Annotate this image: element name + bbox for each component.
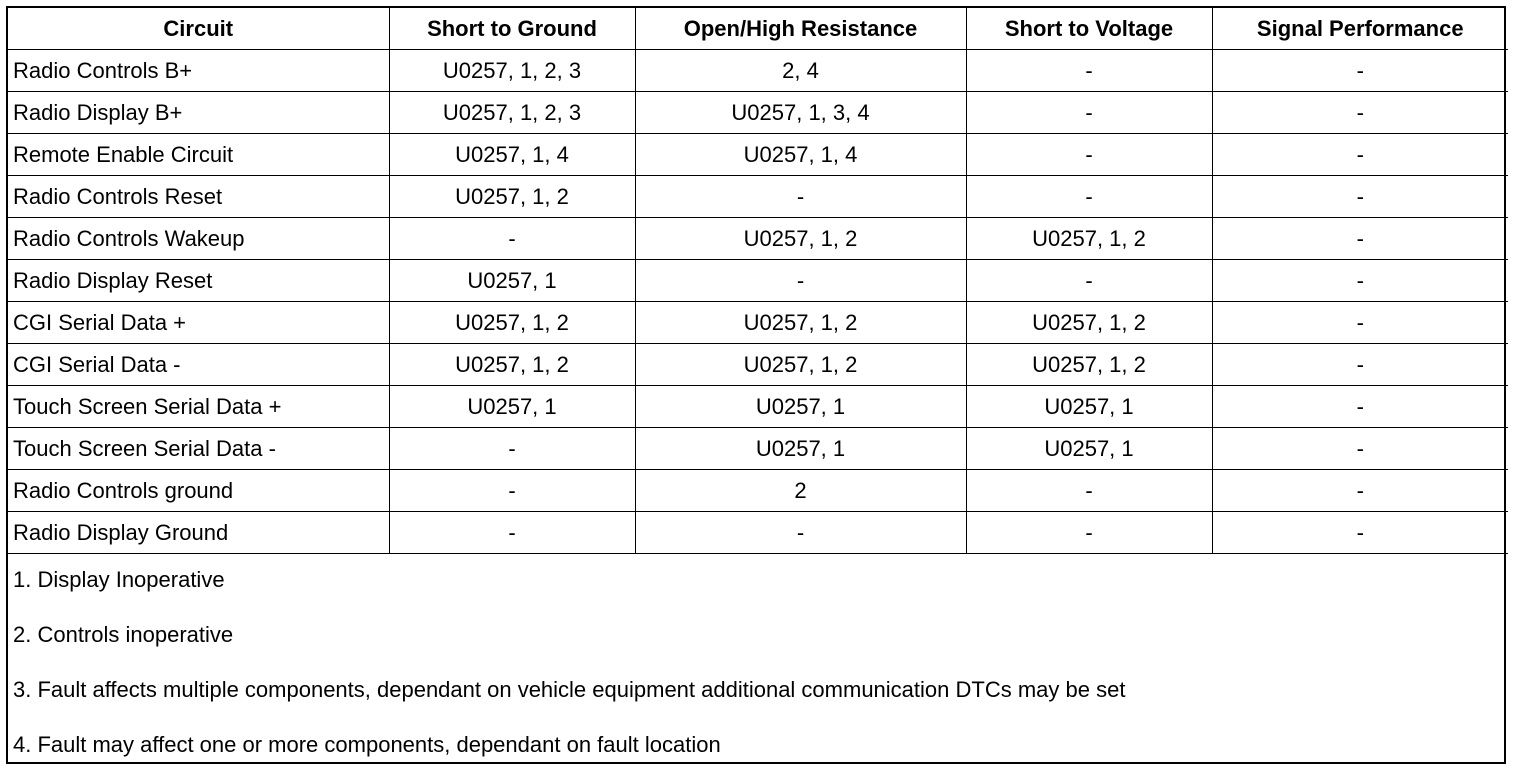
signal-performance-cell: - [1212, 218, 1508, 260]
signal-performance-cell: - [1212, 134, 1508, 176]
circuit-cell: Radio Display Reset [8, 260, 389, 302]
table-row [8, 386, 1508, 428]
signal-performance-cell: - [1212, 92, 1508, 134]
short-to-voltage-cell: - [966, 260, 1212, 302]
short-to-voltage-cell: U0257, 1 [966, 428, 1212, 470]
short-to-ground-cell: U0257, 1, 2 [389, 302, 635, 344]
circuit-cell: Radio Controls B+ [8, 50, 389, 92]
table-row [8, 428, 1508, 470]
table-row [8, 344, 1508, 386]
short-to-ground-cell: U0257, 1 [389, 386, 635, 428]
circuit-cell: Remote Enable Circuit [8, 134, 389, 176]
short-to-ground-cell: U0257, 1, 4 [389, 134, 635, 176]
open-high-resistance-cell: 2, 4 [635, 50, 966, 92]
signal-performance-cell: - [1212, 176, 1508, 218]
short-to-ground-cell: U0257, 1, 2 [389, 344, 635, 386]
circuit-fault-table [8, 8, 1508, 554]
table-row [8, 302, 1508, 344]
short-to-ground-cell: - [389, 428, 635, 470]
table-row [8, 134, 1508, 176]
open-high-resistance-cell: U0257, 1, 2 [635, 302, 966, 344]
short-to-ground-cell: U0257, 1, 2 [389, 176, 635, 218]
signal-performance-cell: - [1212, 344, 1508, 386]
table-row [8, 218, 1508, 260]
circuit-cell: Radio Display B+ [8, 92, 389, 134]
diagnostic-table-frame [6, 6, 1506, 764]
header-signal-performance: Signal Performance [1212, 8, 1508, 50]
short-to-voltage-cell: U0257, 1, 2 [966, 302, 1212, 344]
open-high-resistance-cell: U0257, 1, 2 [635, 344, 966, 386]
short-to-ground-cell: - [389, 470, 635, 512]
open-high-resistance-cell: U0257, 1, 2 [635, 218, 966, 260]
short-to-ground-cell: U0257, 1 [389, 260, 635, 302]
circuit-cell: Radio Controls ground [8, 470, 389, 512]
open-high-resistance-cell: U0257, 1, 3, 4 [635, 92, 966, 134]
signal-performance-cell: - [1212, 302, 1508, 344]
signal-performance-cell: - [1212, 512, 1508, 554]
header-circuit: Circuit [8, 8, 389, 50]
open-high-resistance-cell: U0257, 1, 4 [635, 134, 966, 176]
circuit-cell: Radio Controls Wakeup [8, 218, 389, 260]
footnote-2: 2. Controls inoperative [13, 622, 234, 647]
circuit-cell: Radio Controls Reset [8, 176, 389, 218]
circuit-cell: Touch Screen Serial Data - [8, 428, 389, 470]
short-to-voltage-cell: - [966, 470, 1212, 512]
signal-performance-cell: - [1212, 50, 1508, 92]
footnotes [8, 558, 1504, 762]
circuit-cell: CGI Serial Data - [8, 344, 389, 386]
table-row [8, 92, 1508, 134]
short-to-ground-cell: - [389, 512, 635, 554]
footnote-3: 3. Fault affects multiple components, dependant on vehicle equipment additional communication DTCs may be set [13, 677, 1126, 702]
signal-performance-cell: - [1212, 386, 1508, 428]
short-to-voltage-cell: - [966, 512, 1212, 554]
table-header-row [8, 8, 1508, 50]
table-row [8, 50, 1508, 92]
circuit-cell: Radio Display Ground [8, 512, 389, 554]
open-high-resistance-cell: - [635, 176, 966, 218]
short-to-voltage-cell: - [966, 134, 1212, 176]
open-high-resistance-cell: U0257, 1 [635, 386, 966, 428]
circuit-cell: CGI Serial Data + [8, 302, 389, 344]
open-high-resistance-cell: 2 [635, 470, 966, 512]
signal-performance-cell: - [1212, 428, 1508, 470]
short-to-voltage-cell: - [966, 92, 1212, 134]
table-row [8, 512, 1508, 554]
header-open-high-resistance: Open/High Resistance [635, 8, 966, 50]
short-to-voltage-cell: - [966, 176, 1212, 218]
open-high-resistance-cell: - [635, 512, 966, 554]
short-to-ground-cell: - [389, 218, 635, 260]
short-to-ground-cell: U0257, 1, 2, 3 [389, 92, 635, 134]
table-row [8, 260, 1508, 302]
footnote-4: 4. Fault may affect one or more components, dependant on fault location [13, 732, 721, 757]
open-high-resistance-cell: - [635, 260, 966, 302]
table-row [8, 470, 1508, 512]
table-row [8, 176, 1508, 218]
short-to-voltage-cell: U0257, 1, 2 [966, 218, 1212, 260]
short-to-voltage-cell: U0257, 1 [966, 386, 1212, 428]
short-to-ground-cell: U0257, 1, 2, 3 [389, 50, 635, 92]
short-to-voltage-cell: U0257, 1, 2 [966, 344, 1212, 386]
header-short-to-voltage: Short to Voltage [966, 8, 1212, 50]
short-to-voltage-cell: - [966, 50, 1212, 92]
signal-performance-cell: - [1212, 470, 1508, 512]
circuit-cell: Touch Screen Serial Data + [8, 386, 389, 428]
open-high-resistance-cell: U0257, 1 [635, 428, 966, 470]
footnote-1: 1. Display Inoperative [13, 567, 225, 592]
signal-performance-cell: - [1212, 260, 1508, 302]
header-short-to-ground: Short to Ground [389, 8, 635, 50]
